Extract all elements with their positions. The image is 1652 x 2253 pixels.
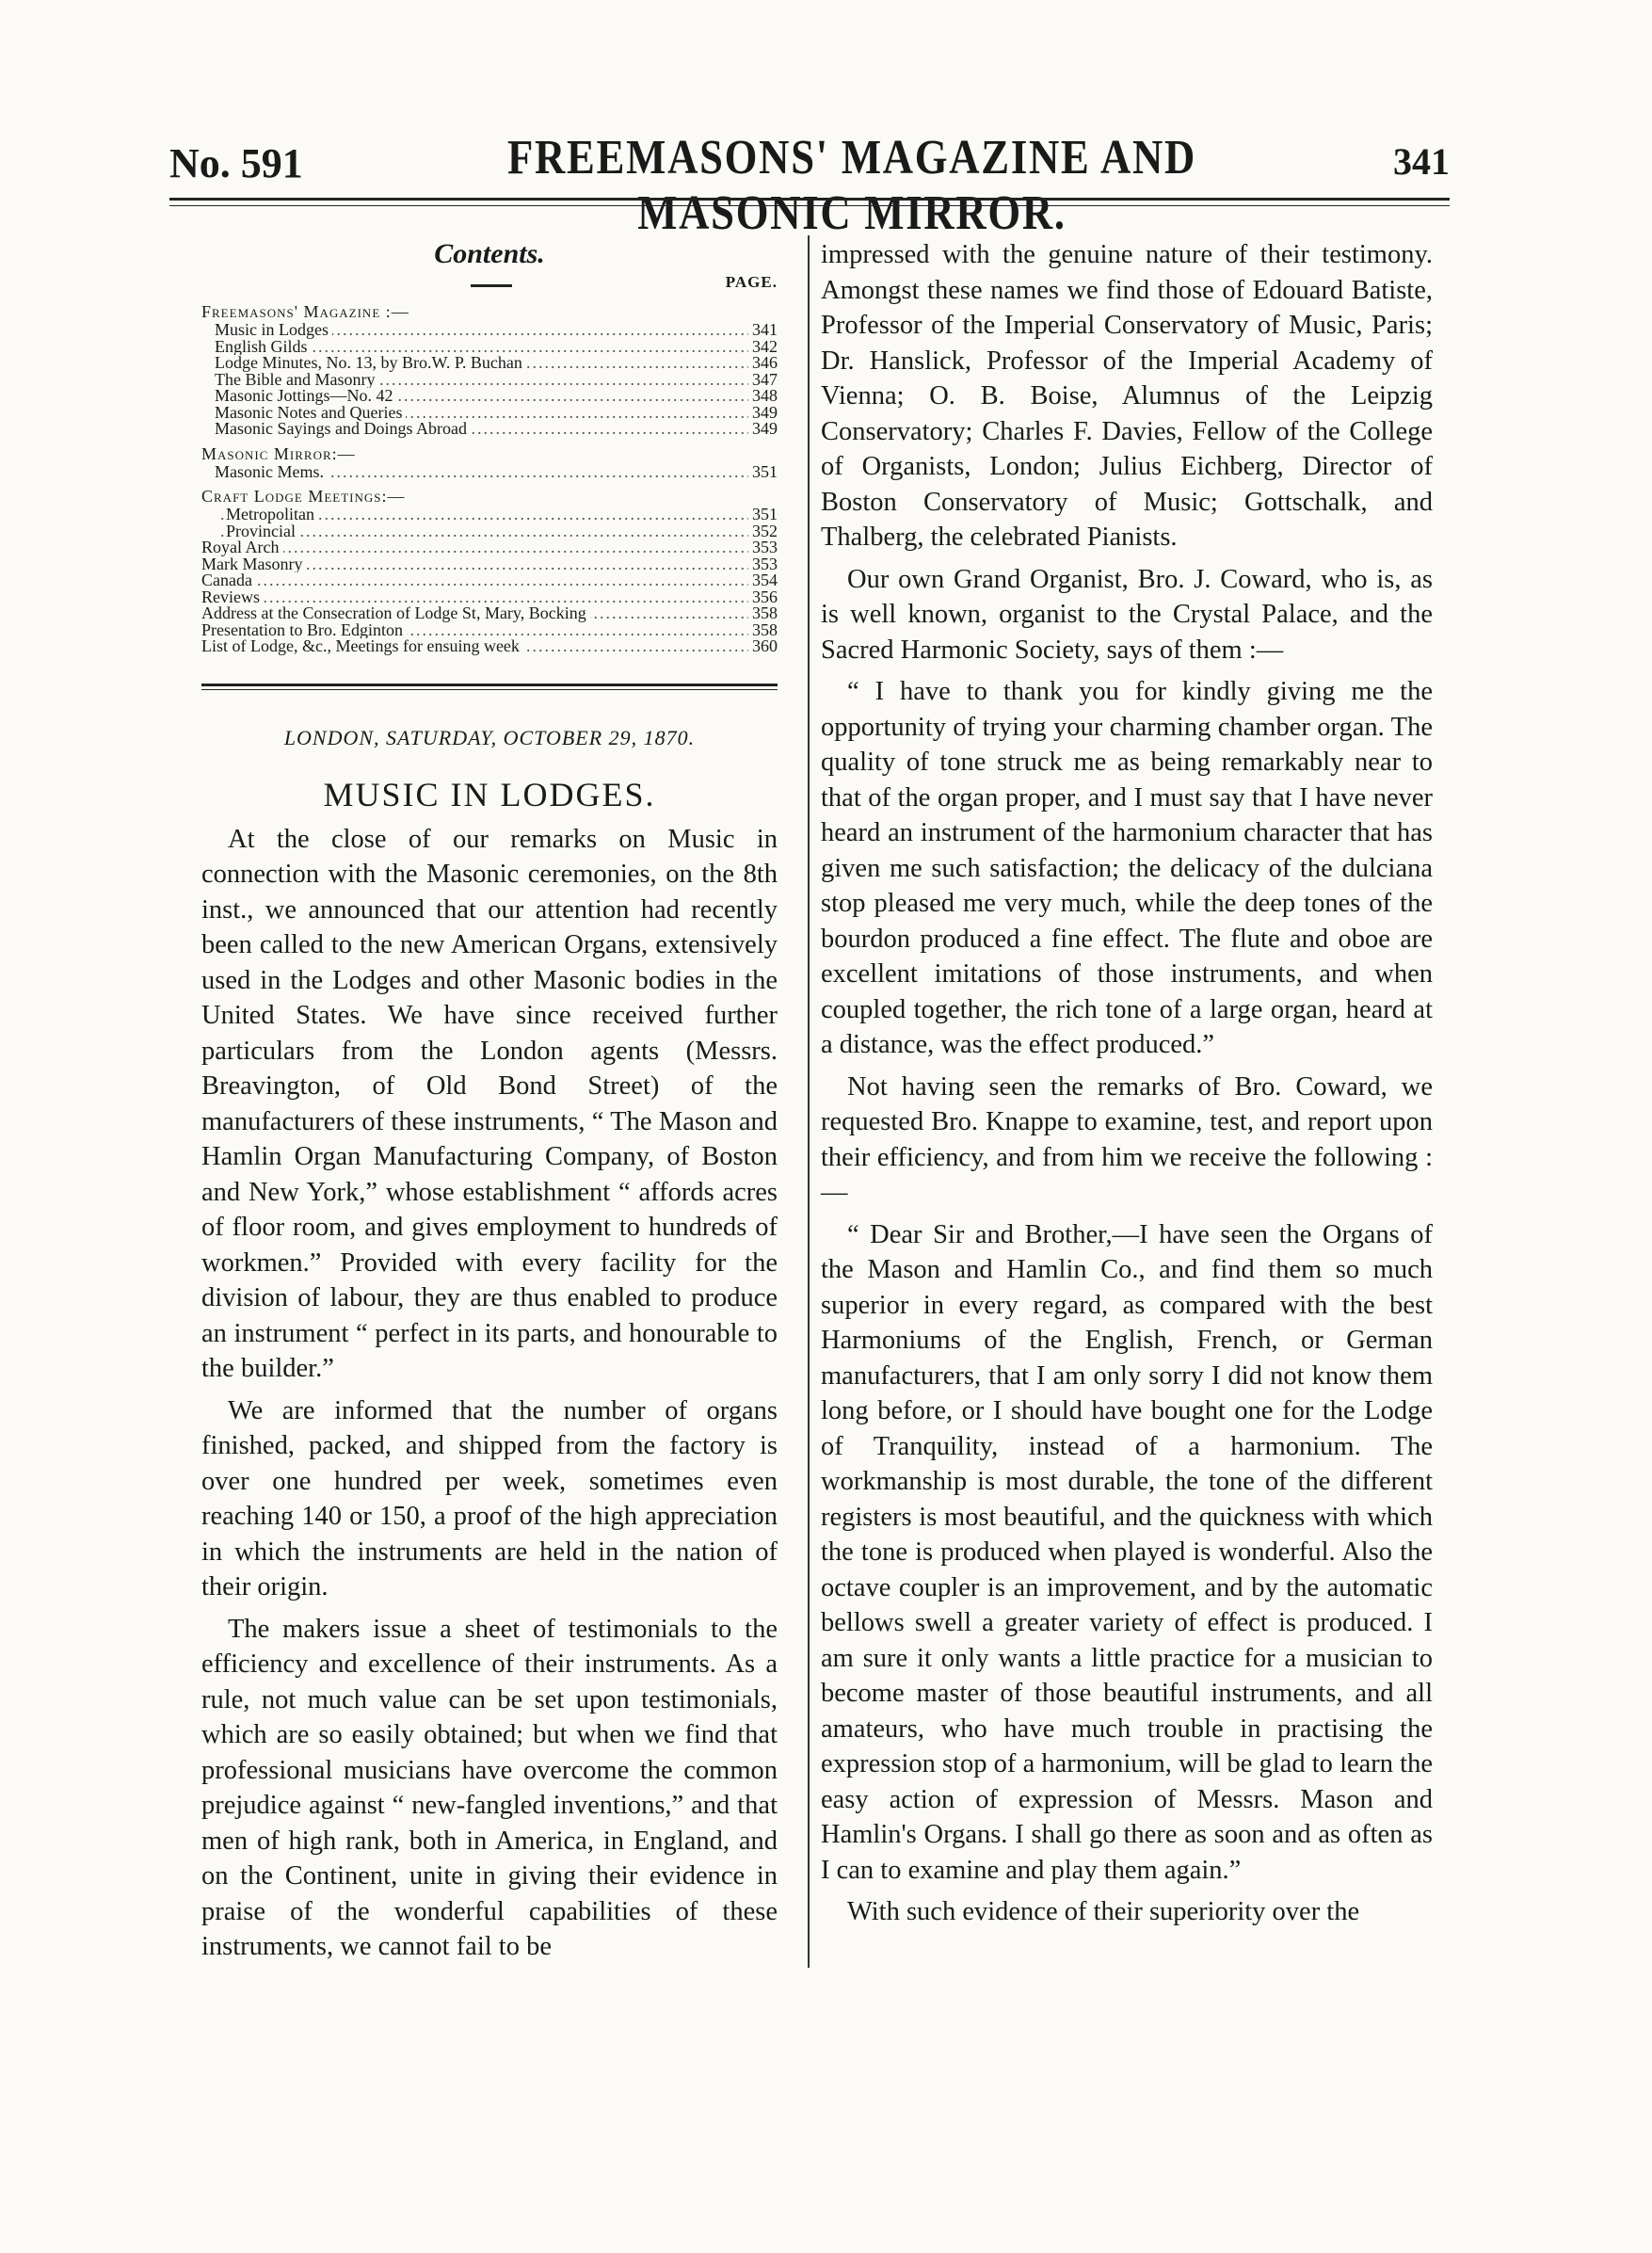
article-paragraph: impressed with the genuine nature of their testimony. Amongst these names we find those of Edouard Batiste, Professor of the Imperial Conservatory of Music, Paris; Dr. Hanslick, Professor of the Imperial Academy of Vienna; O. B. Boise, Alumnus of the Leipzig Conservatory; Charles F. Davies, Fellow of the College of Organists, London; Julius Eichberg, Director of Boston Conservatory of Music; Gottschalk, and Thalberg, the celebrated Pianists.: [821, 240, 1433, 552]
article-paragraph: Not having seen the remarks of Bro. Coward, we requested Bro. Knappe to examine, test, and report upon their efficiency, and from him we receive the following :—: [821, 1071, 1433, 1207]
page-number: 341: [1393, 140, 1450, 183]
toc-item[interactable]: List of Lodge, &c., Meetings for ensuing week 360 .....: [201, 638, 778, 655]
right-column: [821, 237, 1433, 1930]
masthead-title: FREEMASONS' MAGAZINE AND MASONIC MIRROR.: [506, 131, 1197, 240]
toc-item[interactable]: Address at the Consecration of Lodge St, Mary, Bocking 358 .....: [201, 605, 778, 622]
toc-list: [201, 322, 778, 438]
toc-item[interactable]: Masonic Jottings—No. 42 348 .....: [201, 388, 778, 405]
toc-list: [201, 507, 778, 655]
dateline: LONDON, SATURDAY, OCTOBER 29, 1870.: [283, 725, 696, 749]
toc-item[interactable]: Music in Lodges 341 .....: [201, 322, 778, 339]
toc-item[interactable]: Masonic Notes and Queries 349 .....: [201, 405, 778, 422]
toc-item[interactable]: Canada 354 .....: [201, 572, 778, 589]
article-paragraph: With such evidence of their superiority over the: [847, 1897, 1360, 1926]
article-paragraph: The makers issue a sheet of testimonials to the efficiency and excellence of their instruments. As a rule, not much value can be set upon testimonials, which are so easily obtained; but when we find that professional musicians have overcome the common prejudice against “ new-fangled inventions,” and that men of high rank, both in America, in England, and on the Continent, unite in giving their evidence in praise of the wonderful capabilities of these instruments, we cannot fail to be: [201, 1614, 778, 1961]
toc-item[interactable]: Masonic Sayings and Doings Abroad 349 .....: [201, 421, 778, 438]
toc-section-title: Freemasons' Magazine :—: [201, 302, 409, 321]
contents-page-label: PAGE.: [725, 273, 778, 291]
toc-item[interactable]: Mark Masonry 353 .....: [201, 556, 778, 573]
toc-item[interactable]: Masonic Mems. 351 .....: [201, 464, 778, 481]
toc-item[interactable]: Lodge Minutes, No. 13, by Bro.W. P. Buchan 346 .....: [201, 355, 778, 372]
header-rule: [169, 198, 1450, 206]
toc-item[interactable]: Reviews 356 .....: [201, 589, 778, 606]
article-title: MUSIC IN LODGES.: [323, 775, 656, 813]
toc-section-title: Craft Lodge Meetings:—: [201, 487, 406, 506]
article-paragraph: “ Dear Sir and Brother,—I have seen the Organs of the Mason and Hamlin Co., and find them so much superior in every regard, as compared with the best Harmoniums of the English, French, or German manufacturers, that I am only sorry I did not know them long before, or I should have bought one for the Lodge of Tranquility, instead of a harmonium. The workmanship is most durable, the tone of the different registers is most beautiful, and the quickness with which the tone is produced when played is wonderful. Also the octave coupler is an improvement, and by the automatic bellows swell a greater variety of effect is produced. I am sure it only wants a little practice for a musician to become master of those beautiful instruments, and all amateurs, who have much trouble in practising the expression stop of a harmonium, will be glad to learn the easy action of expression of Messrs. Mason and Hamlin's Organs. I shall go there as soon and as often as I can to examine and play them again.”: [821, 1219, 1433, 1885]
article-paragraph: “ I have to thank you for kindly giving me the opportunity of trying your charming chamber organ. The quality of tone struck me as being remarkably near to that of the organ proper, and I must say that I have never heard an instrument of the harmonium character that has given me such satisfaction; the delicacy of the dulciana stop pleased me very much, while the deep tones of the bourdon produced a fine effect. The flute and oboe are excellent imitations of those instruments, and when coupled together, the rich tone of a large organ, heard at a distance, was the effect produced.”: [821, 677, 1433, 1059]
contents-rule: [471, 284, 512, 287]
issue-number: No. 591: [169, 140, 303, 186]
article-paragraph: At the close of our remarks on Music in connection with the Masonic ceremonies, on the 8th inst., we announced that our attention had recently been called to the new American Organs, extensively used in the Lodges and other Masonic bodies in the United States. We have since received further particulars from the London agents (Messrs. Breavington, of Old Bond Street) of the manufacturers of these instruments, “ The Mason and Hamlin Organ Manufacturing Company, of Boston and New York,” whose establishment “ affords acres of floor room, and gives employment to hundreds of workmen.” Provided with every facility for the division of labour, they are thus enabled to produce an instrument “ perfect in its parts, and honourable to the builder.”: [201, 824, 778, 1383]
article-paragraph: We are informed that the number of organs finished, packed, and shipped from the factory is over one hundred per week, sometimes even reaching 140 or 150, a proof of the high appreciation in which the instruments are held in the nation of their origin.: [201, 1395, 778, 1601]
contents-heading: Contents.: [434, 238, 545, 269]
left-column: [201, 237, 778, 1965]
contents-subheader: [201, 271, 778, 299]
toc-section-title: Masonic Mirror:—: [201, 443, 356, 463]
toc-item[interactable]: Metropolitan 351 .....: [201, 507, 778, 523]
toc-list: [201, 464, 778, 481]
toc-item[interactable]: The Bible and Masonry 347 .....: [201, 372, 778, 389]
column-divider: [808, 235, 810, 1968]
toc-item[interactable]: Royal Arch 353 .....: [201, 539, 778, 556]
contents-end-rule: [201, 684, 778, 690]
toc-item[interactable]: Provincial 352 .....: [201, 523, 778, 540]
page-header: [169, 121, 1450, 240]
article-paragraph: Our own Grand Organist, Bro. J. Coward, who is, as is well known, organist to the Crystal Palace, and the Sacred Harmonic Society, says of them :—: [821, 564, 1433, 665]
toc-item[interactable]: Presentation to Bro. Edginton 358 .....: [201, 622, 778, 639]
toc-item[interactable]: English Gilds 342 .....: [201, 339, 778, 356]
